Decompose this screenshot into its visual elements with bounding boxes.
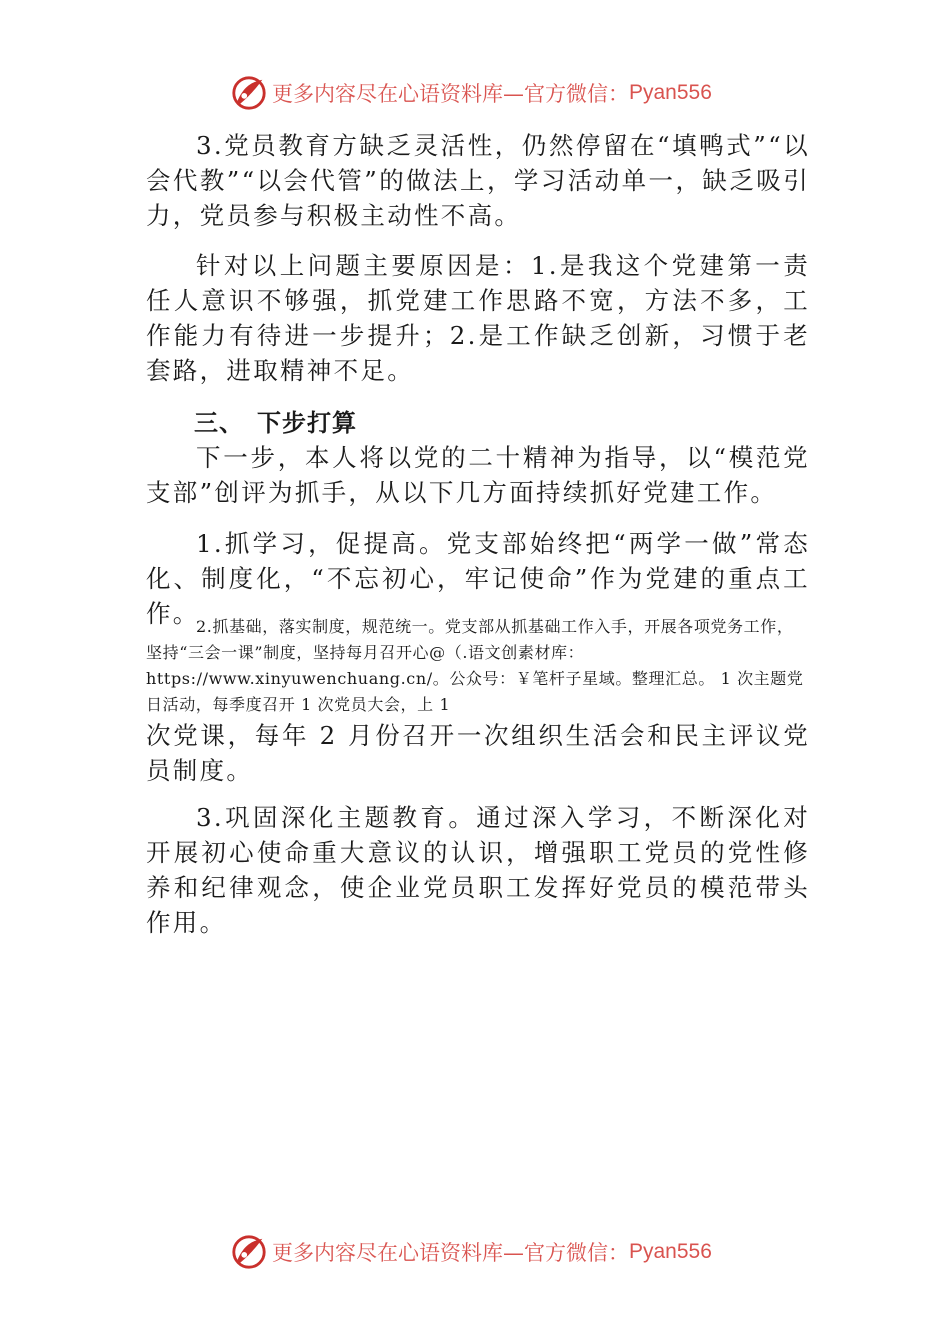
- header-wechat-id: Pyan556: [629, 81, 712, 104]
- paragraph-5-continued: 次党课，每年 2 月份召开一次组织生活会和民主评议党员制度。: [146, 721, 810, 785]
- paragraph-6: 3.巩固深化主题教育。通过深入学习，不断深化对开展初心使命重大意议的认识，增强职工党员的党性修养和纪律观念，使企业党员职工发挥好党员的模范带头作用。: [146, 803, 810, 937]
- footer-banner: [230, 1232, 712, 1272]
- logo-icon: [230, 74, 268, 112]
- paragraph-4: 1.抓学习，促提高。党支部始终把“两学一做”常态化、制度化，“不忘初心，牢记使命”作为党建的重点工作。: [146, 529, 810, 628]
- header-banner: [230, 73, 712, 113]
- footer-wechat-id: Pyan556: [629, 1240, 712, 1263]
- footer-banner-text: 更多内容尽在心语资料库—官方微信：: [272, 1241, 629, 1265]
- paragraph-5-small: 2.抓基础，落实制度，规范统一。党支部从抓基础工作入手，开展各项党务工作，坚持“三会一课”制度，坚持每月召开心@（.语文创素材库：https://www.xinyuwenchuang.cn/。公众号：￥笔杆子星域。整理汇总。 1 次主题党日活动，每季度召开 1 次党员大会，上 1: [146, 617, 804, 714]
- paragraph-1: 3.党员教育方缺乏灵活性，仍然停留在“填鸭式”“以会代教”“以会代管”的做法上，学习活动单一，缺乏吸引力，党员参与积极主动性不高。: [146, 131, 810, 230]
- logo-icon: [230, 1233, 268, 1271]
- section-heading: 三、 下步打算: [194, 409, 357, 437]
- header-banner-text: 更多内容尽在心语资料库—官方微信：: [272, 82, 629, 106]
- paragraph-3: 下一步，本人将以党的二十精神为指导，以“模范党支部”创评为抓手，从以下几方面持续抓好党建工作。: [146, 443, 810, 507]
- paragraph-2: 针对以上问题主要原因是：1.是我这个党建第一责任人意识不够强，抓党建工作思路不宽，方法不多，工作能力有待进一步提升；2.是工作缺乏创新，习惯于老套路，进取精神不足。: [146, 251, 810, 385]
